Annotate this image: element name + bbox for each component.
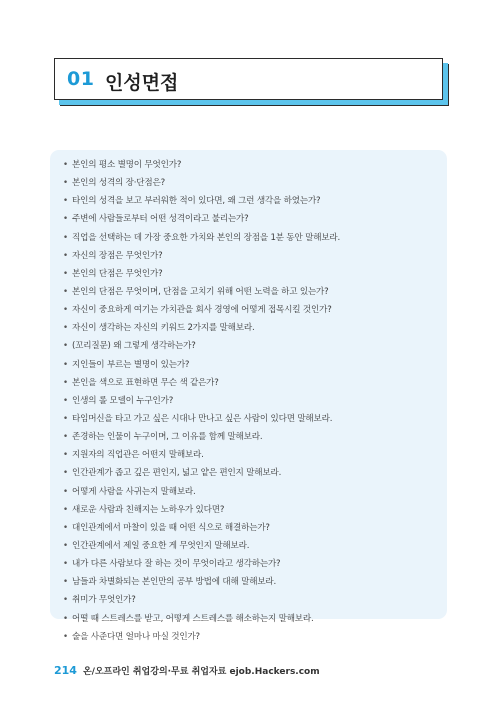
- section-title: 인성면접: [105, 72, 179, 94]
- bullet-icon: •: [63, 522, 68, 533]
- section-number: 01: [67, 68, 95, 90]
- section-header: [54, 58, 443, 100]
- question-text: 인간관계가 좁고 깊은 편인지, 넓고 얕은 편인지 말해보라.: [72, 468, 282, 479]
- question-text: 인간관계에서 제일 중요한 게 무엇인지 말해보라.: [72, 540, 250, 551]
- question-text: 본인의 단점은 무엇인가?: [72, 268, 163, 279]
- question-item: [63, 319, 340, 337]
- question-item: [63, 229, 340, 247]
- question-item: [63, 555, 340, 573]
- bullet-icon: •: [63, 432, 68, 443]
- question-text: 대인관계에서 마찰이 있을 때 어떤 식으로 해결하는가?: [72, 522, 270, 533]
- question-item: [63, 501, 340, 519]
- bullet-icon: •: [63, 395, 68, 406]
- bullet-icon: •: [63, 631, 68, 642]
- question-item: [63, 301, 340, 319]
- question-item: [63, 174, 340, 192]
- bullet-icon: •: [63, 323, 68, 334]
- question-text: 주변에 사람들로부터 어떤 성격이라고 불리는가?: [72, 214, 249, 225]
- question-item: [63, 283, 340, 301]
- question-text: 자신이 중요하게 여기는 가치관을 회사 경영에 어떻게 접목시킬 것인가?: [72, 305, 332, 316]
- question-item: [63, 428, 340, 446]
- question-item: [63, 265, 340, 283]
- bullet-icon: •: [63, 577, 68, 588]
- question-item: [63, 628, 340, 646]
- question-text: 새로운 사람과 친해지는 노하우가 있다면?: [72, 504, 225, 515]
- question-item: [63, 464, 340, 482]
- question-item: [63, 356, 340, 374]
- question-item: [63, 537, 340, 555]
- bullet-icon: •: [63, 268, 68, 279]
- question-text: 인생의 롤 모델이 누구인가?: [72, 395, 174, 406]
- footer-text: 온/오프라인 취업강의·무료 취업자료 ejob.Hackers.com: [82, 667, 320, 677]
- question-item: [63, 192, 340, 210]
- question-text: 본인의 단점은 무엇이며, 단점을 고치기 위해 어떤 노력을 하고 있는가?: [72, 286, 329, 297]
- question-text: 존경하는 인물이 누구이며, 그 이유를 함께 말해보라.: [72, 432, 263, 443]
- question-item: [63, 156, 340, 174]
- question-item: [63, 610, 340, 628]
- bullet-icon: •: [63, 178, 68, 189]
- page-number: 214: [54, 664, 77, 677]
- question-item: [63, 374, 340, 392]
- question-text: 자신이 생각하는 자신의 키워드 2가지를 말해보라.: [72, 323, 255, 334]
- question-item: [63, 247, 340, 265]
- question-text: 타임머신을 타고 가고 싶은 시대나 만나고 싶은 사람이 있다면 말해보라.: [72, 413, 333, 424]
- bullet-icon: •: [63, 450, 68, 461]
- question-item: [63, 573, 340, 591]
- page-footer: [54, 664, 320, 677]
- bullet-icon: •: [63, 341, 68, 352]
- question-text: 어떨 때 스트레스를 받고, 어떻게 스트레스를 해소하는지 말해보라.: [72, 613, 314, 624]
- bullet-icon: •: [63, 250, 68, 261]
- question-item: [63, 591, 340, 609]
- bullet-icon: •: [63, 160, 68, 170]
- bullet-icon: •: [63, 196, 68, 207]
- question-item: [63, 519, 340, 537]
- question-item: [63, 392, 340, 410]
- question-text: 직업을 선택하는 데 가장 중요한 가치와 본인의 장점을 1분 동안 말해보라.: [72, 232, 341, 243]
- bullet-icon: •: [63, 595, 68, 606]
- bullet-icon: •: [63, 305, 68, 316]
- question-text: 본인의 평소 별명이 무엇인가?: [72, 160, 182, 170]
- question-text: 어떻게 사람을 사귀는지 말해보라.: [72, 486, 196, 497]
- bullet-icon: •: [63, 232, 68, 243]
- bullet-icon: •: [63, 559, 68, 570]
- bullet-icon: •: [63, 613, 68, 624]
- question-text: (꼬리질문) 왜 그렇게 생각하는가?: [72, 341, 196, 352]
- question-item: [63, 410, 340, 428]
- question-text: 자신의 장점은 무엇인가?: [72, 250, 163, 261]
- question-text: 타인의 성격을 보고 부러워한 적이 있다면, 왜 그런 생각을 하였는가?: [72, 196, 321, 207]
- question-text: 내가 다른 사람보다 잘 하는 것이 무엇이라고 생각하는가?: [72, 559, 281, 570]
- bullet-icon: •: [63, 359, 68, 370]
- question-list: [63, 156, 340, 646]
- bullet-icon: •: [63, 540, 68, 551]
- question-item: [63, 210, 340, 228]
- question-text: 지원자의 직업관은 어떤지 말해보라.: [72, 450, 204, 461]
- question-item: [63, 446, 340, 464]
- question-text: 취미가 무엇인가?: [72, 595, 136, 606]
- question-text: 남들과 차별화되는 본인만의 공부 방법에 대해 말해보라.: [72, 577, 277, 588]
- bullet-icon: •: [63, 377, 68, 388]
- bullet-icon: •: [63, 286, 68, 297]
- question-text: 지인들이 부르는 별명이 있는가?: [72, 359, 190, 370]
- question-text: 본인의 성격의 장·단점은?: [72, 178, 165, 189]
- question-item: [63, 483, 340, 501]
- question-item: [63, 337, 340, 355]
- bullet-icon: •: [63, 468, 68, 479]
- bullet-icon: •: [63, 486, 68, 497]
- question-text: 본인을 색으로 표현하면 무슨 색 같은가?: [72, 377, 219, 388]
- bullet-icon: •: [63, 504, 68, 515]
- bullet-icon: •: [63, 413, 68, 424]
- question-text: 술을 사준다면 얼마나 마실 것인가?: [72, 631, 200, 642]
- bullet-icon: •: [63, 214, 68, 225]
